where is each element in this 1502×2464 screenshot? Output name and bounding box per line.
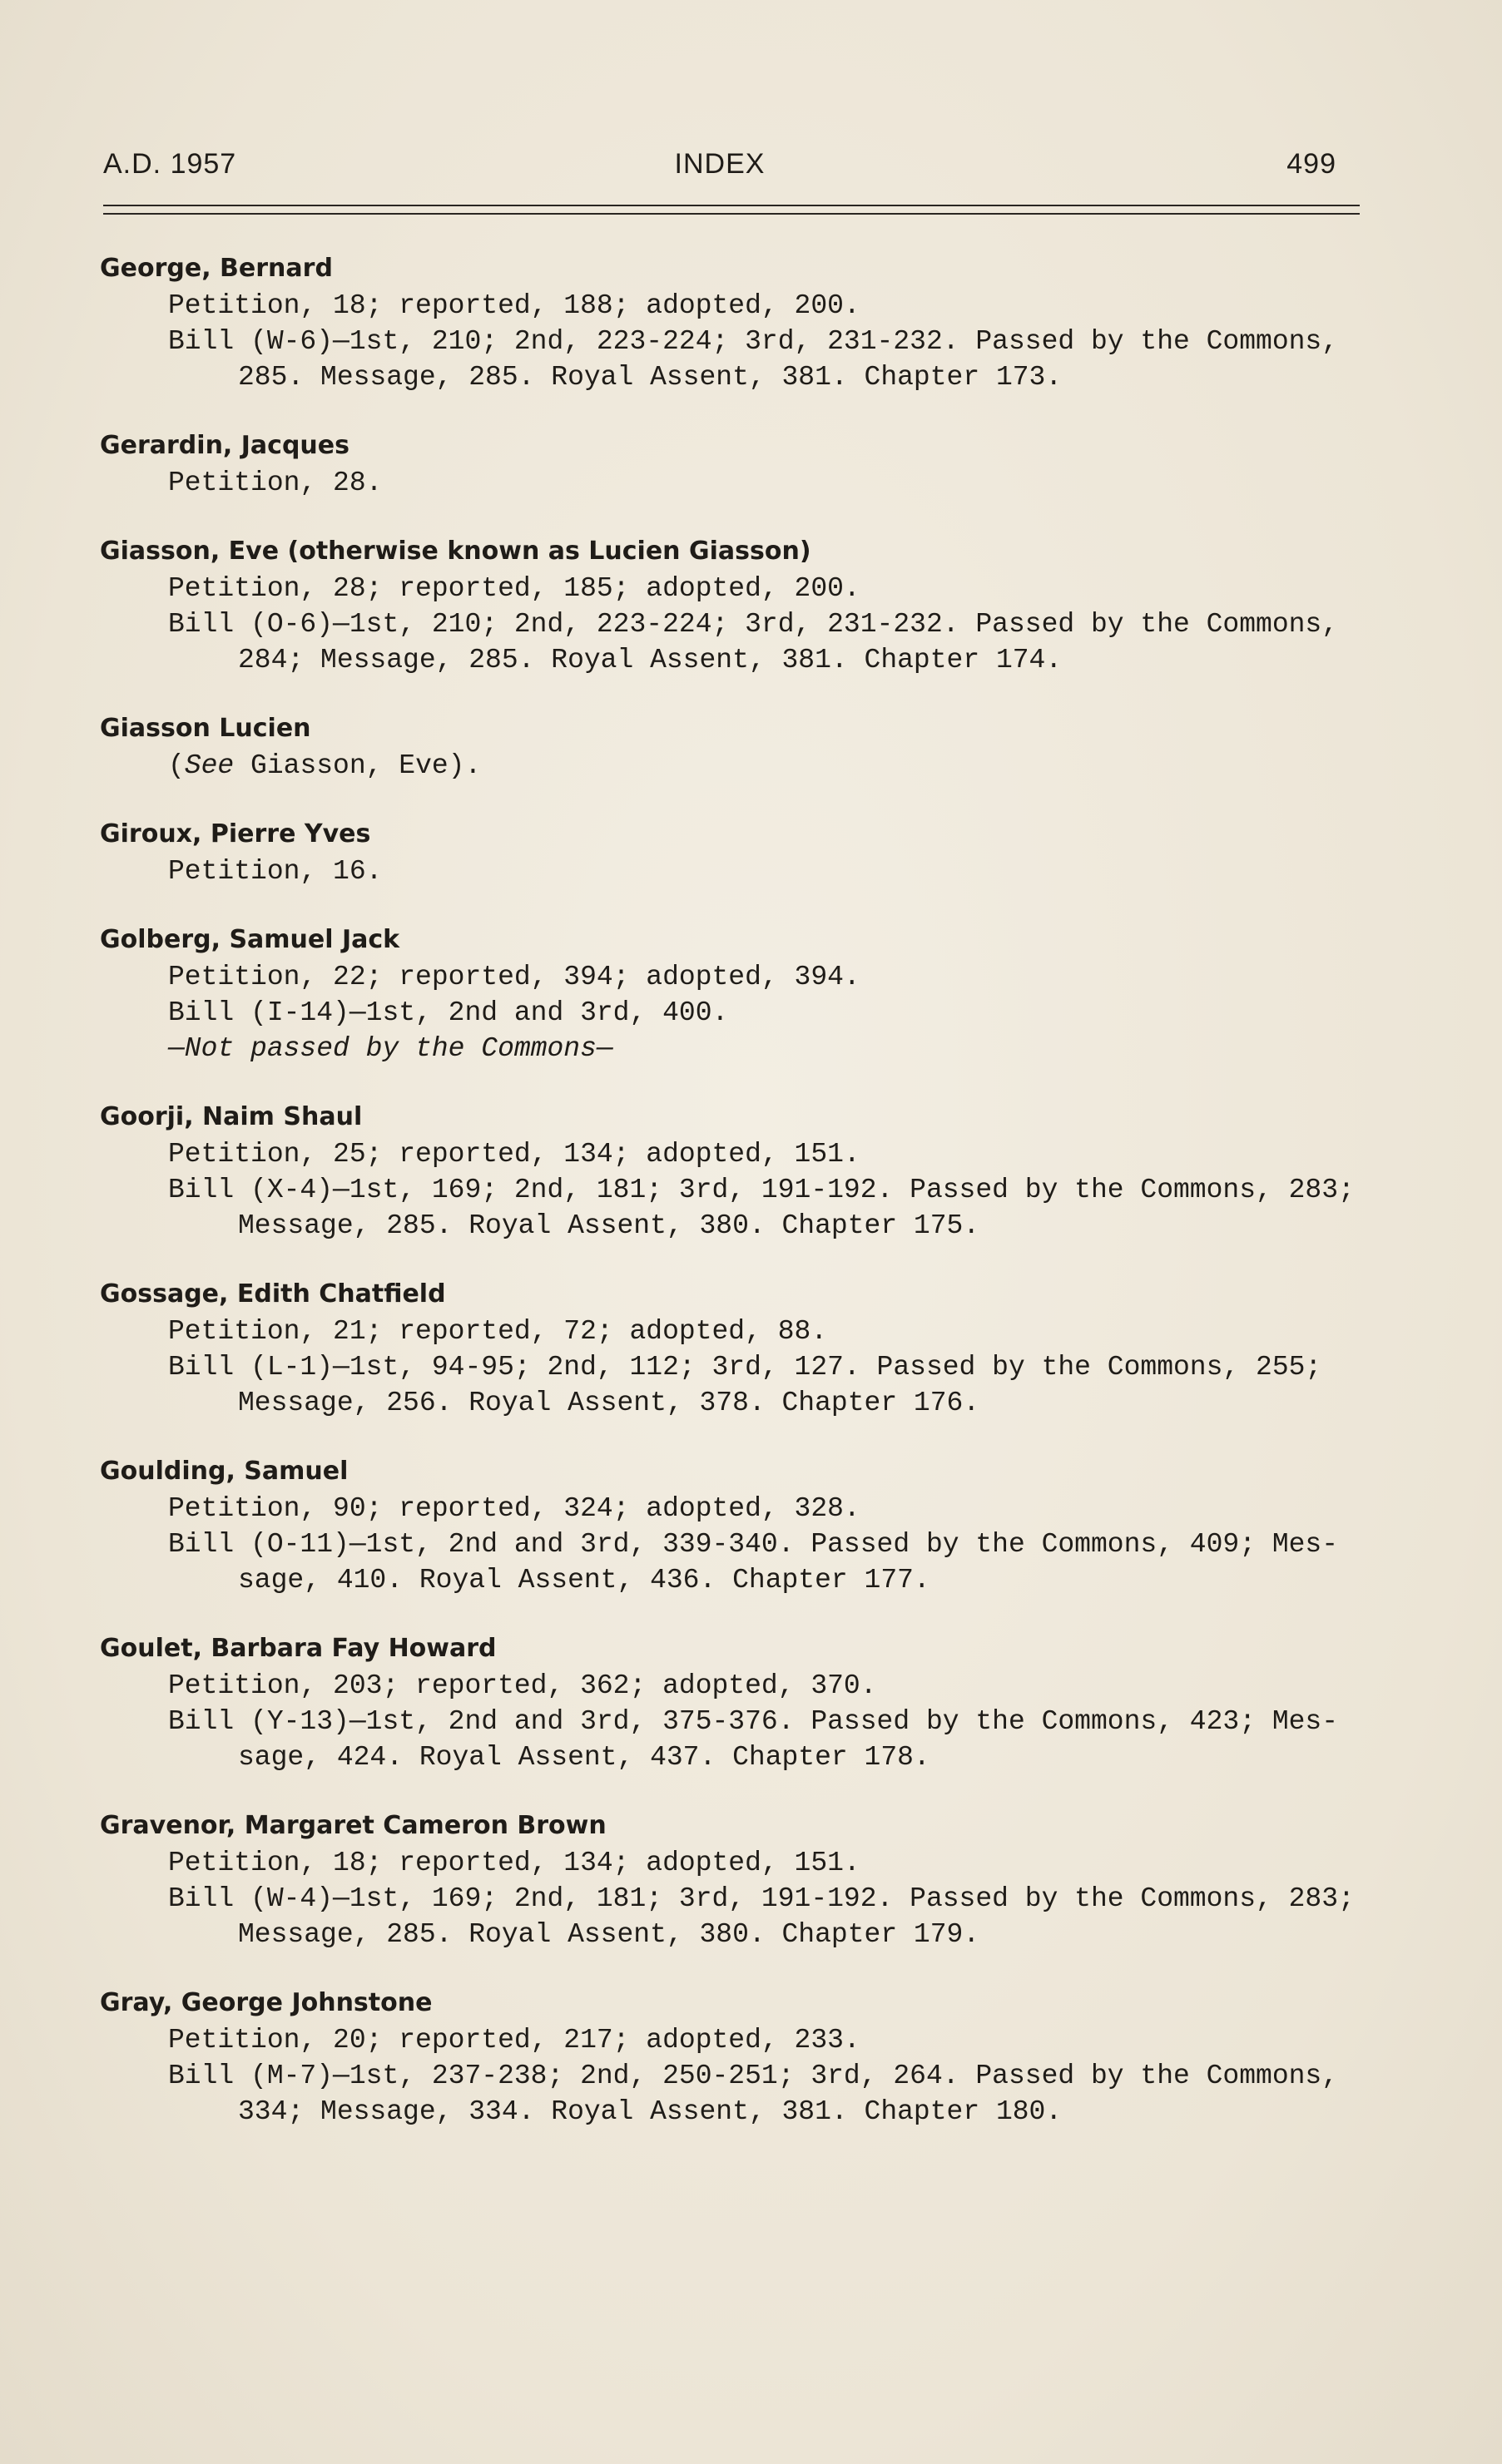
entry-line: Message, 285. Royal Assent, 380. Chapter 175.: [238, 1210, 980, 1241]
index-entry: [100, 1275, 1340, 1421]
see-word: See: [184, 750, 235, 781]
entry-line: Bill (O-11)—1st, 2nd and 3rd, 339-340. Passed by the Commons, 409; Mes-: [168, 1529, 1339, 1560]
entry-name: Giasson, Eve (otherwise known as Lucien Giasson): [100, 537, 811, 566]
index-entry: [100, 1984, 1340, 2130]
index-entry: [100, 1630, 1340, 1775]
index-entry: [100, 1452, 1340, 1598]
entry-line: sage, 424. Royal Assent, 437. Chapter 178.: [238, 1742, 930, 1773]
index-entry: [100, 815, 1340, 889]
entry-line: Bill (Y-13)—1st, 2nd and 3rd, 375-376. Passed by the Commons, 423; Mes-: [168, 1706, 1339, 1737]
entry-name: Giroux, Pierre Yves: [100, 819, 371, 849]
entry-line: 285. Message, 285. Royal Assent, 381. Chapter 173.: [238, 362, 1063, 393]
header-rule-bottom: [103, 213, 1360, 215]
entry-line: Petition, 28; reported, 185; adopted, 200.: [168, 573, 860, 604]
entry-line: sage, 410. Royal Assent, 436. Chapter 177.: [238, 1565, 930, 1596]
index-entry: [100, 1807, 1355, 1952]
entry-line: Bill (W-6)—1st, 210; 2nd, 223-224; 3rd, 231-232. Passed by the Commons,: [168, 326, 1339, 357]
entry-line: Petition, 18; reported, 134; adopted, 151.: [168, 1848, 860, 1878]
entry-name: Giasson Lucien: [100, 714, 311, 743]
see-reference: [100, 748, 1340, 784]
entry-line: Bill (I-14)—1st, 2nd and 3rd, 400.: [168, 997, 729, 1028]
entry-line: Message, 256. Royal Assent, 378. Chapter 176.: [238, 1388, 980, 1418]
see-open-paren: (: [168, 750, 185, 781]
entry-name: Golberg, Samuel Jack: [100, 925, 400, 954]
entry-line: Petition, 16.: [168, 856, 383, 887]
entry-note: —Not passed by the Commons—: [168, 1033, 613, 1064]
index-entry: [100, 921, 1340, 1066]
entry-line: Petition, 203; reported, 362; adopted, 370.: [168, 1670, 877, 1701]
entry-line: Message, 285. Royal Assent, 380. Chapter 179.: [238, 1919, 980, 1950]
entry-line: Bill (L-1)—1st, 94-95; 2nd, 112; 3rd, 127. Passed by the Commons, 255;: [168, 1352, 1322, 1383]
entry-name: Gossage, Edith Chatfield: [100, 1279, 446, 1309]
entry-name: Gravenor, Margaret Cameron Brown: [100, 1811, 607, 1840]
entry-name: Gray, George Johnstone: [100, 1988, 433, 2017]
entry-line: Petition, 25; reported, 134; adopted, 151.: [168, 1139, 860, 1170]
entry-line: Petition, 28.: [168, 468, 383, 498]
see-target: Giasson, Eve).: [234, 750, 482, 781]
index-entry: [100, 710, 1340, 784]
entry-line: Petition, 21; reported, 72; adopted, 88.: [168, 1316, 828, 1347]
index-entry: [100, 427, 1340, 501]
entry-line: Bill (O-6)—1st, 210; 2nd, 223-224; 3rd, 231-232. Passed by the Commons,: [168, 609, 1339, 640]
page-number: 499: [1286, 148, 1336, 180]
running-head: [103, 148, 1336, 191]
header-title: INDEX: [674, 148, 766, 180]
entry-line: Petition, 90; reported, 324; adopted, 328.: [168, 1493, 860, 1524]
entry-line: Petition, 22; reported, 394; adopted, 394.: [168, 962, 860, 992]
entry-line: Bill (X-4)—1st, 169; 2nd, 181; 3rd, 191-192. Passed by the Commons, 283;: [168, 1175, 1355, 1205]
entry-line: 334; Message, 334. Royal Assent, 381. Chapter 180.: [238, 2096, 1063, 2127]
header-date: A.D. 1957: [103, 148, 237, 180]
index-entry: [100, 532, 1340, 678]
entry-name: Goorji, Naim Shaul: [100, 1102, 363, 1131]
header-rule-top: [103, 205, 1360, 206]
entry-name: George, Bernard: [100, 254, 333, 283]
entry-line: Petition, 20; reported, 217; adopted, 233.: [168, 2025, 860, 2056]
entry-line: 284; Message, 285. Royal Assent, 381. Chapter 174.: [238, 645, 1063, 675]
index-entries: [100, 250, 1355, 2161]
entry-name: Gerardin, Jacques: [100, 431, 349, 460]
entry-line: Petition, 18; reported, 188; adopted, 200.: [168, 290, 860, 321]
entry-line: Bill (M-7)—1st, 237-238; 2nd, 250-251; 3rd, 264. Passed by the Commons,: [168, 2061, 1339, 2091]
entry-name: Goulding, Samuel: [100, 1457, 349, 1486]
entry-line: Bill (W-4)—1st, 169; 2nd, 181; 3rd, 191-192. Passed by the Commons, 283;: [168, 1883, 1355, 1914]
index-entry: [100, 1098, 1355, 1244]
entry-name: Goulet, Barbara Fay Howard: [100, 1634, 497, 1663]
index-entry: [100, 250, 1340, 395]
